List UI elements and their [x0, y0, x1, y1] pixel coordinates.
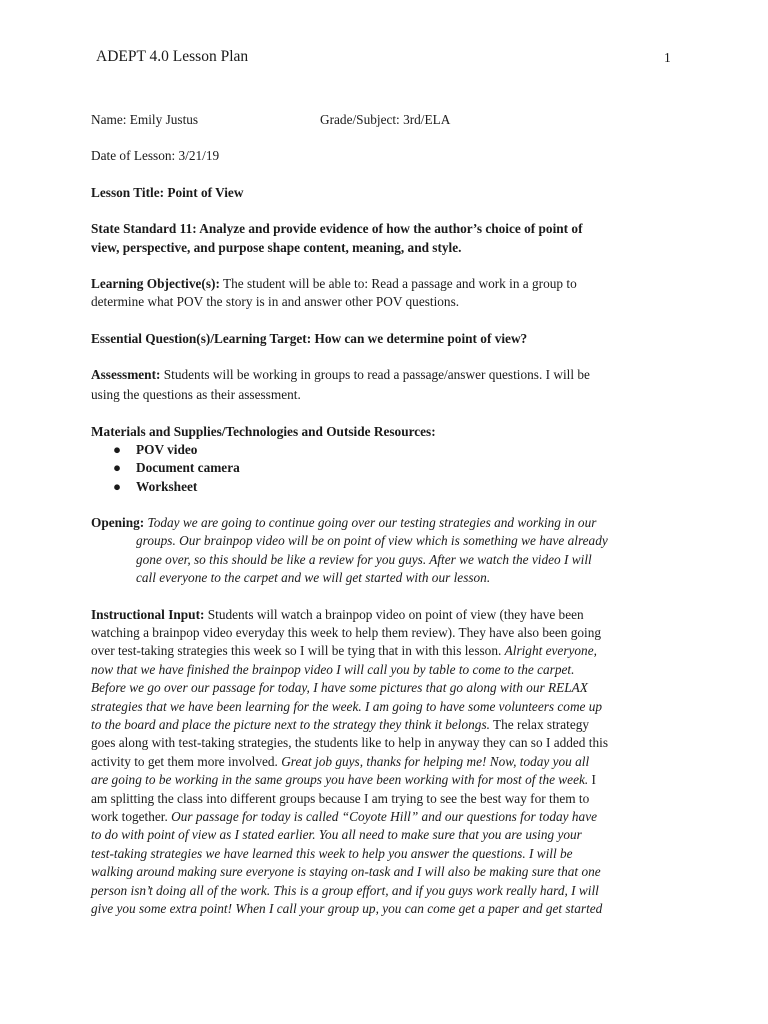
opening-text: call everyone to the carpet and we will get started with our lesson. — [136, 570, 491, 586]
opening-section — [91, 514, 681, 588]
teacher-name: Name: Emily Justus — [91, 112, 199, 127]
instructional-input-section: Instructional Input: Students will watch a brainpop video on point of view (they have been watching a brainpop video everyday this week to help them review). They have also been going over test-taking strategies this week so I will be tying that in with this lesson. Alright everyone, now that we have finished the brainpop video I will call you by table to come to the carpet. Before we go over our passage for today, I have some pictures that go along with our RELAX strategies that we have been learning for the week. I am going to have some volunteers come up to the board and place the picture next to the strategy they think it belongs. The relax strategy goes along with test-taking strategies, the students like to help in anyway they can so I added this activity to get them more involved. Great job guys, thanks for helping me! Now, today you all are going to be working in the same groups you have been working with for most of the week. I am splitting the class into different groups because I am trying to see the best way for them to work together. Our passage for today is called “Coyote Hill” and our questions for today have to do with point of view as I stated earlier. You all need to make sure that you are using your test-taking strategies we have learned this week to help you answer the questions. I will be walking around making sure everyone is staying on-task and I will also be making sure that one person isn’t doing all of the work. This is a group effort, and if you guys work really hard, I will give you some extra point! When I call your group up, you can come get a paper and get started — [91, 606, 608, 916]
materials-section — [91, 423, 681, 497]
essential-question: Essential Question(s)/Learning Target: How can we determine point of view? — [91, 330, 528, 346]
list-item: ● Worksheet — [91, 478, 681, 496]
opening-text: groups. Our brainpop video will be on point of view which is something we have already — [136, 533, 608, 549]
opening-text: Today we are going to continue going over our testing strategies and working in our — [144, 515, 597, 531]
assessment-label: Assessment: — [91, 367, 161, 383]
learning-objective — [91, 275, 681, 312]
document-header-title: ADEPT 4.0 Lesson Plan — [96, 48, 249, 65]
opening-label: Opening: — [91, 515, 145, 531]
state-standard-line: State Standard 11: Analyze and provide evidence of how the author’s choice of point of — [91, 221, 583, 237]
learning-objective-text: determine what POV the story is in and answer other POV questions. — [91, 294, 460, 310]
lesson-date: Date of Lesson: 3/21/19 — [91, 148, 220, 164]
lesson-title: Lesson Title: Point of View — [91, 184, 244, 200]
name-grade-line — [91, 111, 681, 129]
assessment-text: Students will be working in groups to read a passage/answer questions. I will be — [160, 367, 590, 383]
grade-subject: Grade/Subject: 3rd/ELA — [320, 112, 451, 127]
state-standard — [91, 220, 681, 257]
learning-objective-text: The student will be able to: Read a passage and work in a group to — [219, 275, 577, 291]
list-item: ● Document camera — [91, 459, 681, 477]
materials-heading: Materials and Supplies/Technologies and Outside Resources: — [91, 423, 436, 439]
bullet-icon: ● — [113, 460, 122, 476]
state-standard-line: view, perspective, and purpose shape content, meaning, and style. — [91, 239, 462, 255]
instructional-input-label: Instructional Input: — [91, 606, 205, 622]
learning-objective-label: Learning Objective(s): — [91, 275, 220, 291]
assessment-text: using the questions as their assessment. — [91, 387, 301, 403]
materials-list — [91, 441, 681, 496]
opening-text: gone over, so this should be like a review for you guys. After we watch the video I will — [136, 551, 592, 567]
page-number: 1 — [664, 50, 671, 65]
bullet-icon: ● — [113, 441, 122, 457]
list-item: ● POV video — [91, 441, 681, 459]
assessment — [91, 366, 681, 404]
bullet-icon: ● — [113, 478, 122, 494]
document-body — [91, 111, 681, 918]
